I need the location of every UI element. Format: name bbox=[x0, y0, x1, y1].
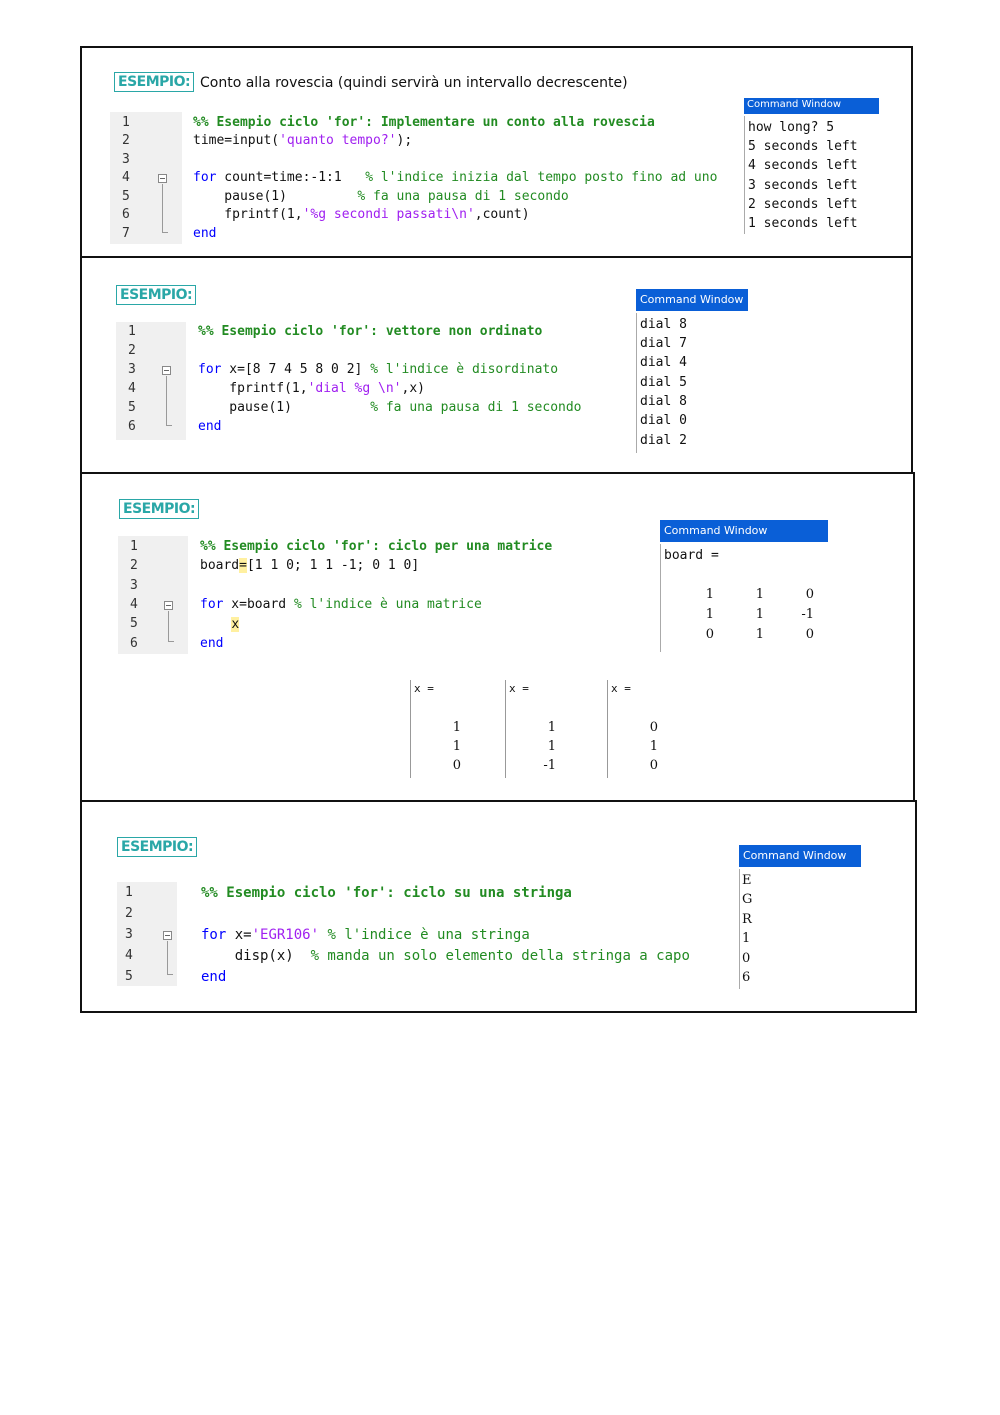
code-editor bbox=[117, 882, 737, 986]
command-window-body bbox=[739, 869, 740, 989]
code-line-5: end bbox=[201, 969, 227, 985]
line-number: 1 bbox=[122, 115, 130, 130]
example-section-string bbox=[80, 800, 917, 1013]
code-line-5: pause(1) % fa una pausa di 1 secondo bbox=[193, 189, 569, 204]
line-number: 1 bbox=[125, 885, 133, 900]
x-output-2 bbox=[505, 680, 576, 778]
line-number: 4 bbox=[122, 170, 130, 185]
x-value: 1 bbox=[452, 720, 461, 735]
esempio-badge: ESEMPIO: bbox=[114, 72, 194, 92]
line-number: 2 bbox=[122, 133, 130, 148]
code-line-7: end bbox=[193, 226, 217, 241]
output-line: dial 5 bbox=[640, 375, 687, 390]
output-line: dial 0 bbox=[640, 413, 687, 428]
command-window bbox=[660, 520, 828, 652]
code-line-4: fprintf(1,'dial %g \n',x) bbox=[198, 381, 425, 396]
line-number: 5 bbox=[125, 969, 133, 984]
line-number: 6 bbox=[128, 419, 136, 434]
fold-end bbox=[167, 974, 173, 975]
x-label: x = bbox=[509, 682, 529, 695]
output-line: E bbox=[742, 873, 752, 888]
x-value: 1 bbox=[547, 739, 556, 754]
line-number: 5 bbox=[130, 616, 138, 631]
line-number: 6 bbox=[122, 207, 130, 222]
command-window-body bbox=[636, 313, 637, 453]
output-line: how long? 5 bbox=[748, 120, 835, 135]
x-value: 1 bbox=[547, 720, 556, 735]
output-line: dial 8 bbox=[640, 394, 687, 409]
x-value: 1 bbox=[649, 739, 658, 754]
code-editor bbox=[118, 536, 618, 654]
x-output-1 bbox=[410, 680, 491, 778]
esempio-badge: ESEMPIO: bbox=[116, 285, 196, 305]
code-line-4: for count=time:-1:1 % l'indice inizia dal tempo posto fino ad uno bbox=[193, 170, 718, 185]
code-line-1: %% Esempio ciclo 'for': ciclo per una matrice bbox=[200, 539, 553, 554]
code-editor bbox=[116, 322, 616, 440]
line-number: 5 bbox=[122, 189, 130, 204]
output-line: dial 8 bbox=[640, 317, 687, 332]
example-section-countdown bbox=[80, 46, 913, 256]
fold-toggle-icon[interactable] bbox=[164, 601, 173, 610]
line-number: 1 bbox=[128, 324, 136, 339]
line-number: 6 bbox=[130, 636, 138, 651]
fold-toggle-icon[interactable] bbox=[162, 366, 171, 375]
line-number-gutter bbox=[116, 322, 186, 440]
example-section-matrix bbox=[80, 472, 915, 800]
code-line-2: time=input('quanto tempo?'); bbox=[193, 133, 413, 148]
line-number-gutter bbox=[110, 112, 182, 244]
fold-toggle-icon[interactable] bbox=[158, 174, 167, 183]
command-window-title: Command Window bbox=[739, 845, 861, 867]
code-line-6: fprintf(1,'%g secondi passati\n',count) bbox=[193, 207, 530, 222]
output-line: 4 seconds left bbox=[748, 158, 858, 173]
code-line-3: for x=[8 7 4 5 8 0 2] % l'indice è disordinato bbox=[198, 362, 559, 377]
code-line-5: pause(1) % fa una pausa di 1 secondo bbox=[198, 400, 582, 415]
line-number: 4 bbox=[125, 948, 133, 963]
matrix-cell: 0 bbox=[705, 627, 714, 642]
example-section-unordered-vector bbox=[80, 256, 913, 472]
x-label: x = bbox=[414, 682, 434, 695]
line-number: 3 bbox=[128, 362, 136, 377]
line-number: 3 bbox=[130, 578, 138, 593]
line-number: 2 bbox=[130, 558, 138, 573]
code-line-1: %% Esempio ciclo 'for': ciclo su una stringa bbox=[201, 885, 572, 901]
code-line-2: board=[1 1 0; 1 1 -1; 0 1 0] bbox=[200, 558, 420, 573]
code-line-5: x bbox=[231, 617, 240, 632]
command-window bbox=[744, 98, 879, 238]
line-number: 3 bbox=[125, 927, 133, 942]
matrix-cell: -1 bbox=[801, 607, 814, 622]
command-window-body bbox=[660, 544, 661, 652]
code-line-1: %% Esempio ciclo 'for': Implementare un conto alla rovescia bbox=[193, 115, 655, 130]
line-number: 2 bbox=[125, 906, 133, 921]
fold-end bbox=[162, 232, 168, 233]
command-window-title: Command Window bbox=[636, 289, 748, 311]
line-number: 3 bbox=[122, 152, 130, 167]
fold-end bbox=[168, 641, 174, 642]
esempio-badge: ESEMPIO: bbox=[119, 499, 199, 519]
output-line: 0 bbox=[742, 951, 751, 966]
board-label: board = bbox=[664, 548, 719, 563]
fold-line bbox=[166, 376, 167, 425]
matrix-cell: 0 bbox=[805, 587, 814, 602]
output-line: 5 seconds left bbox=[748, 139, 858, 154]
command-window-title: Command Window bbox=[660, 520, 828, 542]
output-line: dial 2 bbox=[640, 433, 687, 448]
code-line-3: for x='EGR106' % l'indice è una stringa bbox=[201, 927, 530, 943]
fold-toggle-icon[interactable] bbox=[163, 931, 172, 940]
command-window-body bbox=[744, 116, 745, 234]
x-value: 0 bbox=[452, 758, 461, 773]
fold-line bbox=[167, 941, 168, 974]
output-line: 6 bbox=[742, 970, 751, 985]
esempio-badge: ESEMPIO: bbox=[117, 837, 197, 857]
output-line: 1 bbox=[742, 931, 751, 946]
line-number: 7 bbox=[122, 226, 130, 241]
fold-line bbox=[168, 611, 169, 641]
example-subtitle: Conto alla rovescia (quindi servirà un intervallo decrescente) bbox=[200, 75, 628, 91]
code-line-4: disp(x) % manda un solo elemento della stringa a capo bbox=[201, 948, 690, 964]
x-output-3 bbox=[607, 680, 678, 778]
line-number: 1 bbox=[130, 539, 138, 554]
code-line-1: %% Esempio ciclo 'for': vettore non ordinato bbox=[198, 324, 543, 339]
matrix-cell: 1 bbox=[755, 607, 764, 622]
command-window bbox=[636, 289, 748, 453]
output-line: dial 7 bbox=[640, 336, 687, 351]
line-number: 2 bbox=[128, 343, 136, 358]
code-editor bbox=[110, 112, 730, 244]
code-line-6: end bbox=[198, 419, 222, 434]
command-window-title: Command Window bbox=[744, 98, 879, 114]
output-line: R bbox=[742, 912, 752, 927]
line-number: 4 bbox=[128, 381, 136, 396]
fold-line bbox=[162, 184, 163, 232]
matrix-cell: 0 bbox=[805, 627, 814, 642]
code-line-4: for x=board % l'indice è una matrice bbox=[200, 597, 482, 612]
output-line: 2 seconds left bbox=[748, 197, 858, 212]
x-value: 0 bbox=[649, 720, 658, 735]
output-line: 1 seconds left bbox=[748, 216, 858, 231]
output-line: G bbox=[742, 892, 753, 907]
x-value: 1 bbox=[452, 739, 461, 754]
x-value: -1 bbox=[543, 758, 556, 773]
command-window bbox=[739, 845, 861, 990]
matrix-cell: 1 bbox=[705, 607, 714, 622]
line-number: 4 bbox=[130, 597, 138, 612]
matrix-cell: 1 bbox=[755, 587, 764, 602]
matrix-cell: 1 bbox=[755, 627, 764, 642]
fold-end bbox=[166, 425, 172, 426]
line-number-gutter bbox=[118, 536, 188, 654]
output-line: 3 seconds left bbox=[748, 178, 858, 193]
code-line-6: end bbox=[200, 636, 224, 651]
x-label: x = bbox=[611, 682, 631, 695]
line-number: 5 bbox=[128, 400, 136, 415]
matrix-cell: 1 bbox=[705, 587, 714, 602]
output-line: dial 4 bbox=[640, 355, 687, 370]
x-value: 0 bbox=[649, 758, 658, 773]
